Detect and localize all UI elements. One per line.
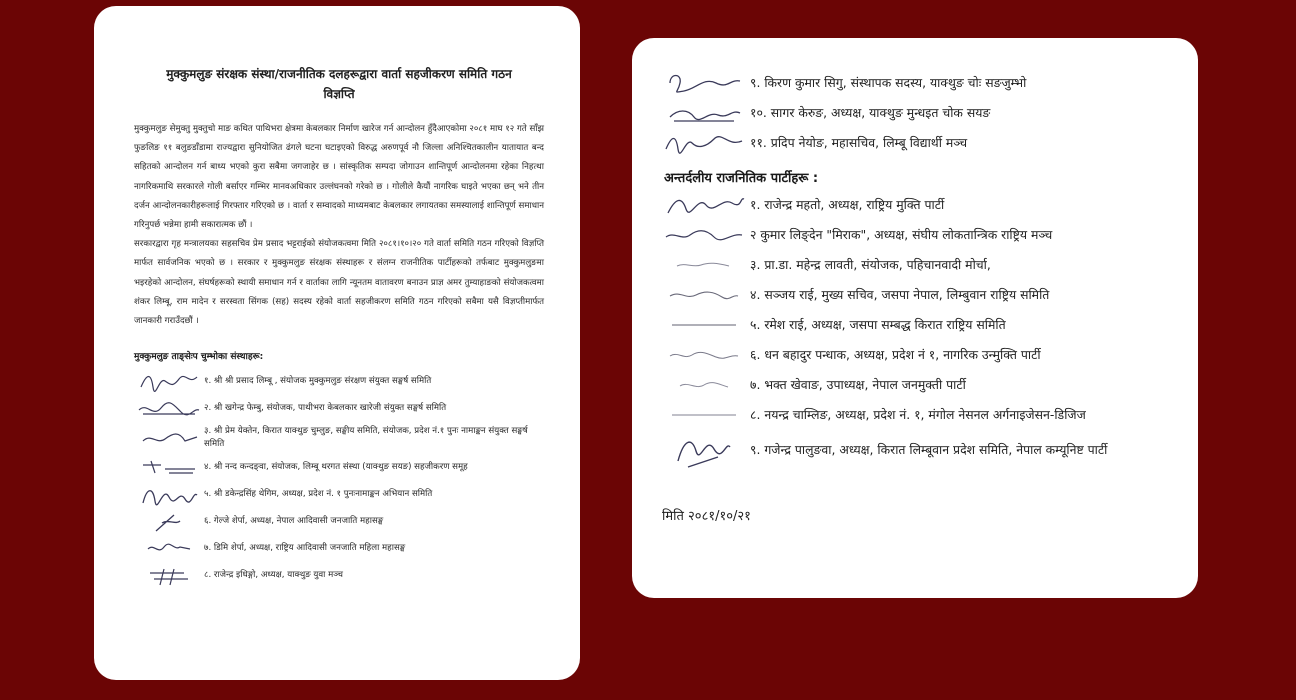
signatory-row xyxy=(658,280,1174,310)
signature-image xyxy=(134,511,204,533)
signatory-text: २. श्री खगेन्द्र फेम्बु, संयोजक, पाथीभरा केबलकार खारेजी संयुक्त सङ्घर्ष समिति xyxy=(204,403,447,414)
signature-image xyxy=(658,101,750,125)
document-title: मुक्कुमलुङ संरक्षक संस्था/राजनीतिक दलहरूद्वारा वार्ता सहजीकरण समिति गठन xyxy=(166,67,512,81)
signature-image xyxy=(658,408,750,422)
signature-image xyxy=(658,131,750,155)
document-subtitle: विज्ञप्ति xyxy=(323,87,355,101)
body-paragraph-2: सरकारद्वारा गृह मन्त्रालयका सहसचिव प्रेम प्रसाद भट्टराईको संयोजकत्वमा मिति २०८१।१०।२० गते वार्ता समिति गठन गरिएको विज्ञप्ति मार्फत सार्वजनिक भएको छ । सरकार र मुक्कुमलुङ संरक्षक संस्थाहरू र संलग्न राजनीतिक पार्टीहरूको तर्फबाट मुक्कुमलुङमा भइरहेको आन्दोलन, संघर्षहरूको स्थायी समाधान गर्न र वार्ताका लागि न्यूनतम वातावरण बनाउन प्राज्ञ अमर तुम्याहाङको संयोजकत्वमा शंकर लिम्बू, राम मादेन र सरस्वता सिंगक (सह) सदस्य रहेको वार्ता सहजीकरण समिति गठन गरिएको सबैमा यसै विज्ञप्तीमार्फत जानकारी गराउँदछौं । xyxy=(134,239,544,327)
signatory-text: १०. सागर केरुङ, अध्यक्ष, याक्थुङ मुन्धइत चोक सयङ xyxy=(750,105,991,120)
signatory-row xyxy=(658,340,1174,370)
right-document-page xyxy=(632,38,1198,598)
signature-image xyxy=(658,257,750,273)
signatory-row xyxy=(134,422,544,454)
signatory-row xyxy=(658,68,1174,98)
signature-image xyxy=(658,69,750,97)
signatory-row xyxy=(658,250,1174,280)
signatory-text: १. श्री श्री प्रसाद लिम्बू , संयोजक मुक्कुमलुङ संरक्षण संयुक्त सङ्घर्ष समिति xyxy=(204,376,432,387)
signatory-row xyxy=(658,310,1174,340)
signatory-row xyxy=(134,535,544,562)
signatory-row xyxy=(134,508,544,535)
signatory-text: ८. नयन्द्र चाम्लिङ, अध्यक्ष, प्रदेश नं. १, मंगोल नेसनल अर्गनाइजेसन-डिजिज xyxy=(750,407,1086,422)
signatory-text: ५. श्री डकेन्द्रसिंह थेगिम, अध्यक्ष, प्रदेश नं. १ पुनःनामाङ्कन अभियान समिति xyxy=(204,489,433,500)
signatory-text: १. राजेन्द्र महतो, अध्यक्ष, राष्ट्रिय मुक्ति पार्टी xyxy=(750,197,945,212)
body-paragraph-1: मुक्कुमलुङ सेमुक्तु मुक्तुचो माङ कथित पाथिभरा क्षेत्रमा केबलकार निर्माण खारेज गर्न आन्दोलन हुँदैआएकोमा २०८१ माघ १२ गते साँझ फुङलिङ ११ बलुङडाँडामा राज्यद्वारा सुनियोजित ढंगले घटना घटाइएको विरुद्ध अरुणपूर्व नौ जिल्ला अनिश्चितकालीन यातायात बन्द सहितको आन्दोलन गर्न बाध्य भएको कुरा सबैमा जगजाहेर छ । सांस्कृतिक सम्पदा जोगाउन शान्तिपूर्ण आन्दोलनमा रहेका निहत्था नागरिकमाथि सरकारले गोली बर्साएर गम्भिर मानवअधिकार उल्लंघनको गरेको छ । गोलीले कैयौं नागरिक घाइते भएका छन् भने तीन दर्जन आन्दोलनकारीहरूलाई गिरफ्तार गरिएको छ । वार्ता र सम्वादको माध्यमबाट केबलकार लगायतका समस्यालाई शान्तिपूर्ण समाधान गरिनुपर्छ भन्नेमा हामी सकारात्मक छौं । xyxy=(134,124,544,231)
signature-image xyxy=(134,483,204,507)
signature-image xyxy=(134,398,204,420)
signatory-text: ७. डिमि शेर्पा, अध्यक्ष, राष्ट्रिय आदिवासी जनजाति महिला महासङ्घ xyxy=(204,543,406,554)
parties-heading: अन्तर्दलीय राजनितिक पार्टीहरू : xyxy=(664,171,819,186)
signatory-text: २ कुमार लिङ्देन "मिराक", अध्यक्ष, संघीय लोकतान्त्रिक राष्ट्रिय मञ्च xyxy=(750,227,1053,242)
signatory-row xyxy=(658,190,1174,220)
signature-image xyxy=(134,539,204,559)
signatory-row xyxy=(134,481,544,508)
signatories-heading: मुक्कुमलुङ ताङ्सेःप चुम्भोका संस्थाहरू: xyxy=(134,352,264,363)
signatory-text: ४. सञ्जय राई, मुख्य सचिव, जसपा नेपाल, लिम्बुवान राष्ट्रिय समिति xyxy=(750,287,1050,302)
signatory-row xyxy=(658,128,1174,158)
signatory-text: ५. रमेश राई, अध्यक्ष, जसपा सम्बद्ध किरात राष्ट्रिय समिति xyxy=(750,317,1006,332)
signatory-row xyxy=(134,562,544,589)
signature-image xyxy=(658,318,750,332)
signature-image xyxy=(134,457,204,479)
signatory-row xyxy=(658,370,1174,400)
signatory-text: ९. गजेन्द्र पालुङवा, अध्यक्ष, किरात लिम्बूवान प्रदेश समिति, नेपाल कम्यूनिष्ट पार्टी xyxy=(750,442,1108,457)
signatory-text: ६. गेल्जे शेर्पा, अध्यक्ष, नेपाल आदिवासी जनजाति महासङ्घ xyxy=(204,516,384,527)
signatory-text: ११. प्रदिप नेयोङ, महासचिव, लिम्बू विद्यार्थी मञ्च xyxy=(750,135,968,150)
signatory-text: ९. किरण कुमार सिगु, संस्थापक सदस्य, याक्थुङ चोः सङजुम्भो xyxy=(750,75,1027,90)
signatory-text: ४. श्री नन्द कन्दङ्वा, संयोजक, लिम्बू थरगत संस्था (याक्थुङ सयङ) सहजीकरण समूह xyxy=(204,462,468,473)
signatory-row xyxy=(658,98,1174,128)
signatory-row xyxy=(134,368,544,395)
signature-image xyxy=(658,191,750,219)
signatory-text: ३. श्री प्रेम येक्तेन, किरात याक्थुङ चुम्लुङ, सङ्घीय समिति, संयोजक, प्रदेश नं.१ पुनः नामाङ्कन संयुक्त सङ्घर्ष समिति xyxy=(204,426,528,450)
signatory-text: ६. धन बहादुर पन्धाक, अध्यक्ष, प्रदेश नं १, नागरिक उन्मुक्ति पार्टी xyxy=(750,347,1041,362)
signatory-row xyxy=(658,430,1174,470)
signatory-text: ३. प्रा.डा. महेन्द्र लावती, संयोजक, पहिचानवादी मोर्चा, xyxy=(750,257,991,272)
signature-image xyxy=(658,223,750,247)
signature-image xyxy=(134,371,204,393)
signatory-row xyxy=(134,454,544,481)
document-date: मिति २०८१/१०/२१ xyxy=(662,509,751,524)
signature-image xyxy=(658,286,750,304)
signature-image xyxy=(658,347,750,363)
left-document-page xyxy=(94,6,580,680)
signatory-row xyxy=(658,220,1174,250)
signatory-row xyxy=(134,395,544,422)
signatory-text: ८. राजेन्द्र इधिङ्गो, अध्यक्ष, याक्थुङ युवा मञ्च xyxy=(204,570,343,581)
signatory-text: ७. भक्त खेवाङ, उपाध्यक्ष, नेपाल जनमुक्ती पार्टी xyxy=(750,377,966,392)
signature-image xyxy=(658,377,750,393)
signature-image xyxy=(658,431,750,469)
signature-image xyxy=(134,565,204,587)
signature-image xyxy=(134,427,204,449)
signatory-row xyxy=(658,400,1174,430)
